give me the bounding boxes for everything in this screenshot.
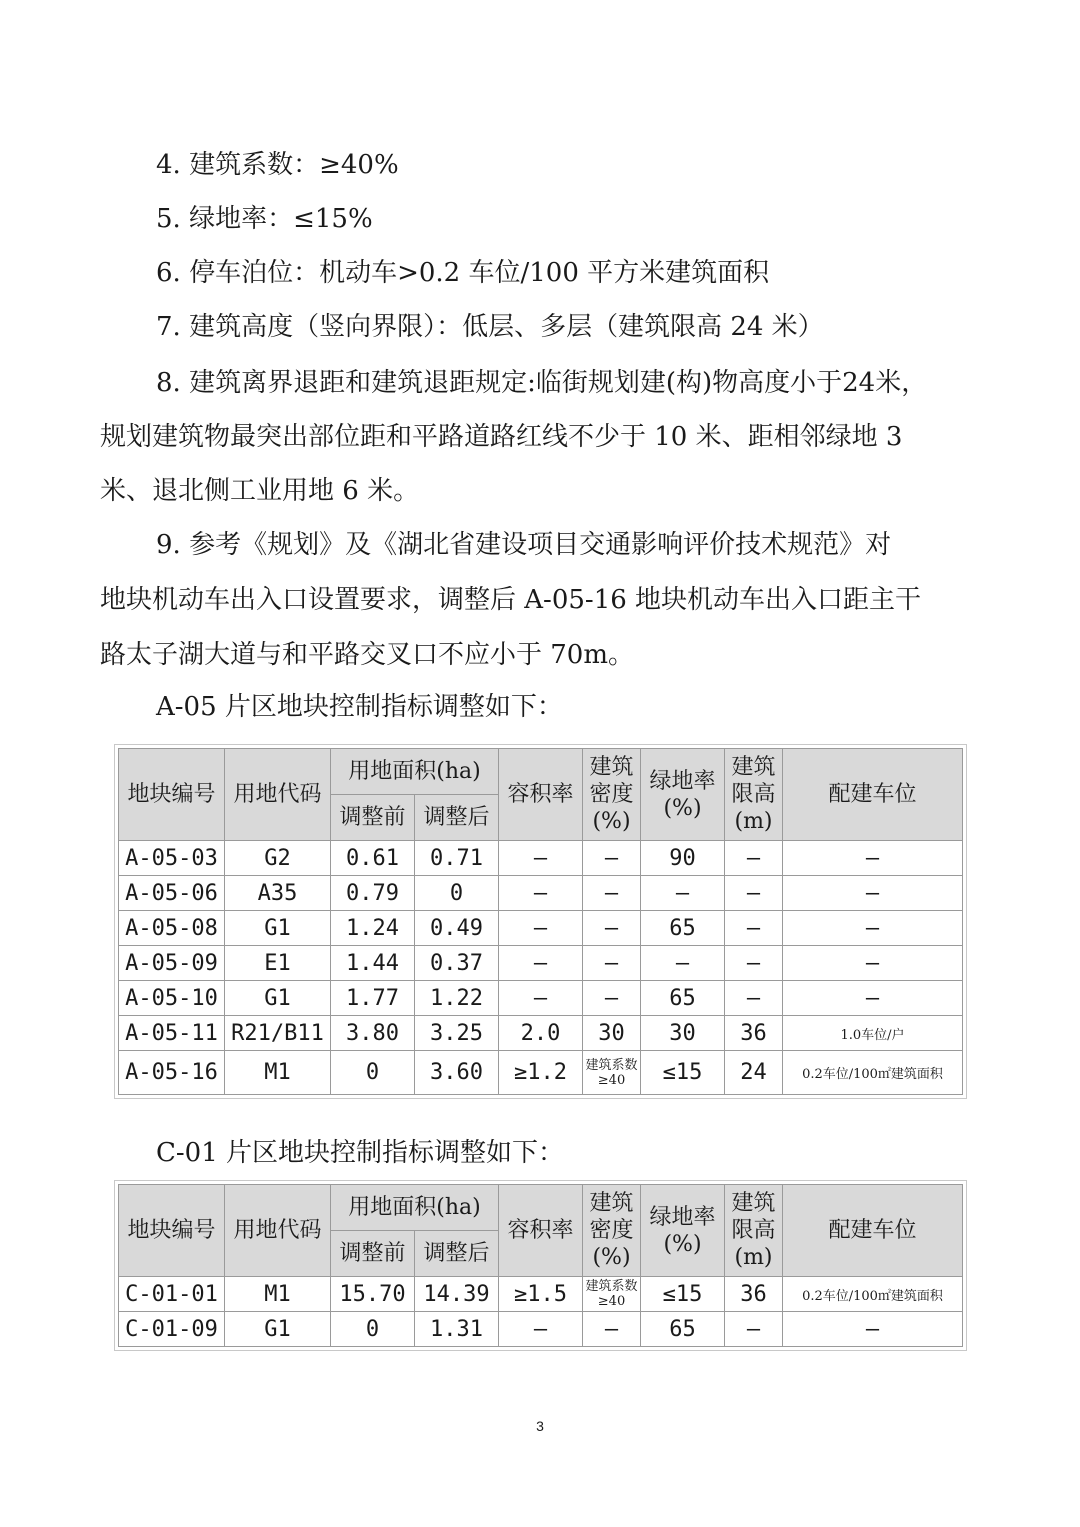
table-row (119, 841, 963, 876)
table-cell: ≥1.2 (499, 1051, 583, 1095)
table-c-caption: C-01 片区地块控制指标调整如下： (156, 1138, 565, 1168)
header-density: 建筑密度(%) (583, 749, 641, 841)
table-cell: 0.49 (415, 911, 499, 946)
table-cell: A-05-16 (119, 1051, 225, 1095)
table-cell: – (583, 876, 641, 911)
table-cell: 1.77 (331, 981, 415, 1016)
table-cell: C-01-09 (119, 1312, 225, 1347)
table-cell: 3.25 (415, 1016, 499, 1051)
table-row (119, 1312, 963, 1347)
table-cell: G1 (225, 1312, 331, 1347)
para-building-coefficient: 4. 建筑系数：≥40% (156, 150, 399, 180)
table-cell: 2.0 (499, 1016, 583, 1051)
header-area: 用地面积(ha) (331, 749, 499, 795)
para-entrance-line-2: 地块机动车出入口设置要求，调整后 A-05-16 地块机动车出入口距主干 (100, 585, 922, 615)
table-a05-body (119, 841, 963, 1095)
para-green-ratio: 5. 绿地率：≤15% (156, 204, 373, 234)
table-cell: M1 (225, 1277, 331, 1312)
table-cell: 0.71 (415, 841, 499, 876)
table-row (119, 946, 963, 981)
table-cell: – (583, 911, 641, 946)
header-parking: 配建车位 (783, 749, 963, 841)
para-building-height: 7. 建筑高度（竖向界限）：低层、多层（建筑限高 24 米） (156, 312, 824, 342)
table-cell: – (725, 911, 783, 946)
table-cell: G1 (225, 911, 331, 946)
table-cell: – (499, 1312, 583, 1347)
para-parking: 6. 停车泊位：机动车>0.2 车位/100 平方米建筑面积 (156, 258, 770, 288)
table-cell: A-05-09 (119, 946, 225, 981)
table-cell: – (725, 981, 783, 1016)
table-cell: 0.79 (331, 876, 415, 911)
table-cell: 24 (725, 1051, 783, 1095)
table-cell: ≤15 (641, 1277, 725, 1312)
table-cell: ≤15 (641, 1051, 725, 1095)
table-cell: G2 (225, 841, 331, 876)
header-area-after: 调整后 (415, 795, 499, 841)
table-cell: 0.2车位/100㎡建筑面积 (783, 1277, 963, 1312)
table-cell: R21/B11 (225, 1016, 331, 1051)
table-cell: A-05-10 (119, 981, 225, 1016)
table-cell: – (499, 841, 583, 876)
header-density: 建筑密度(%) (583, 1185, 641, 1277)
header-area-after: 调整后 (415, 1231, 499, 1277)
table-row (119, 876, 963, 911)
table-cell: A35 (225, 876, 331, 911)
header-parking: 配建车位 (783, 1185, 963, 1277)
header-land-code: 用地代码 (225, 749, 331, 841)
para-setback-line-3: 米、退北侧工业用地 6 米。 (100, 476, 420, 506)
table-cell: ≥1.5 (499, 1277, 583, 1312)
table-cell: – (725, 1312, 783, 1347)
table-row (119, 911, 963, 946)
table-cell: 0 (331, 1051, 415, 1095)
para-setback-line-1: 8. 建筑离界退距和建筑退距规定:临街规划建(构)物高度小于24米， (156, 368, 928, 398)
table-cell: A-05-06 (119, 876, 225, 911)
table-cell: – (499, 981, 583, 1016)
page-number: 3 (536, 1418, 544, 1434)
table-cell: C-01-01 (119, 1277, 225, 1312)
table-cell: – (783, 981, 963, 1016)
table-cell: M1 (225, 1051, 331, 1095)
table-cell: 1.31 (415, 1312, 499, 1347)
header-plot-no: 地块编号 (119, 749, 225, 841)
header-far: 容积率 (499, 749, 583, 841)
table-cell: 建筑系数≥40 (583, 1277, 641, 1312)
table-cell: – (783, 946, 963, 981)
table-cell: 30 (641, 1016, 725, 1051)
table-c01 (114, 1180, 967, 1351)
table-cell: 3.80 (331, 1016, 415, 1051)
table-cell: 65 (641, 911, 725, 946)
table-cell: A-05-08 (119, 911, 225, 946)
header-far: 容积率 (499, 1185, 583, 1277)
table-cell: – (783, 841, 963, 876)
table-row (119, 1051, 963, 1095)
table-cell: – (641, 946, 725, 981)
table-cell: – (583, 981, 641, 1016)
table-row (119, 981, 963, 1016)
table-cell: – (725, 841, 783, 876)
table-cell: G1 (225, 981, 331, 1016)
table-cell: 0 (415, 876, 499, 911)
table-c01-body (119, 1277, 963, 1347)
table-cell: – (499, 911, 583, 946)
table-cell: 14.39 (415, 1277, 499, 1312)
header-height: 建筑限高(m) (725, 1185, 783, 1277)
header-green: 绿地率(%) (641, 749, 725, 841)
table-cell: – (783, 876, 963, 911)
table-cell: – (583, 841, 641, 876)
table-cell: – (499, 946, 583, 981)
para-entrance-line-1: 9. 参考《规划》及《湖北省建设项目交通影响评价技术规范》对 (156, 530, 892, 560)
table-cell: – (725, 876, 783, 911)
table-cell: – (783, 911, 963, 946)
table-cell: E1 (225, 946, 331, 981)
table-a05-grid (118, 748, 963, 1095)
table-row (119, 1277, 963, 1312)
header-area-before: 调整前 (331, 1231, 415, 1277)
table-cell: 65 (641, 1312, 725, 1347)
table-a-caption: A-05 片区地块控制指标调整如下： (156, 692, 563, 722)
header-area: 用地面积(ha) (331, 1185, 499, 1231)
table-cell: 36 (725, 1277, 783, 1312)
header-area-before: 调整前 (331, 795, 415, 841)
table-cell: – (783, 1312, 963, 1347)
table-cell: 0.61 (331, 841, 415, 876)
para-setback-line-2: 规划建筑物最突出部位距和平路道路红线不少于 10 米、距相邻绿地 3 (100, 422, 903, 452)
table-cell: 30 (583, 1016, 641, 1051)
header-height: 建筑限高(m) (725, 749, 783, 841)
header-green: 绿地率(%) (641, 1185, 725, 1277)
table-c01-grid (118, 1184, 963, 1347)
table-row (119, 1016, 963, 1051)
table-cell: 90 (641, 841, 725, 876)
table-cell: 15.70 (331, 1277, 415, 1312)
table-cell: A-05-03 (119, 841, 225, 876)
table-cell: – (725, 946, 783, 981)
table-cell: 65 (641, 981, 725, 1016)
table-cell: 1.24 (331, 911, 415, 946)
table-cell: 1.22 (415, 981, 499, 1016)
table-cell: 1.0车位/户 (783, 1016, 963, 1051)
table-cell: 1.44 (331, 946, 415, 981)
table-cell: 0.2车位/100㎡建筑面积 (783, 1051, 963, 1095)
table-cell: – (641, 876, 725, 911)
para-entrance-line-3: 路太子湖大道与和平路交叉口不应小于 70m。 (100, 640, 635, 670)
table-cell: – (583, 946, 641, 981)
table-cell: A-05-11 (119, 1016, 225, 1051)
table-cell: 0.37 (415, 946, 499, 981)
table-cell: – (583, 1312, 641, 1347)
table-cell: 0 (331, 1312, 415, 1347)
table-cell: 3.60 (415, 1051, 499, 1095)
table-cell: – (499, 876, 583, 911)
table-cell: 36 (725, 1016, 783, 1051)
table-cell: 建筑系数≥40 (583, 1051, 641, 1095)
header-plot-no: 地块编号 (119, 1185, 225, 1277)
table-a05 (114, 744, 967, 1099)
header-land-code: 用地代码 (225, 1185, 331, 1277)
